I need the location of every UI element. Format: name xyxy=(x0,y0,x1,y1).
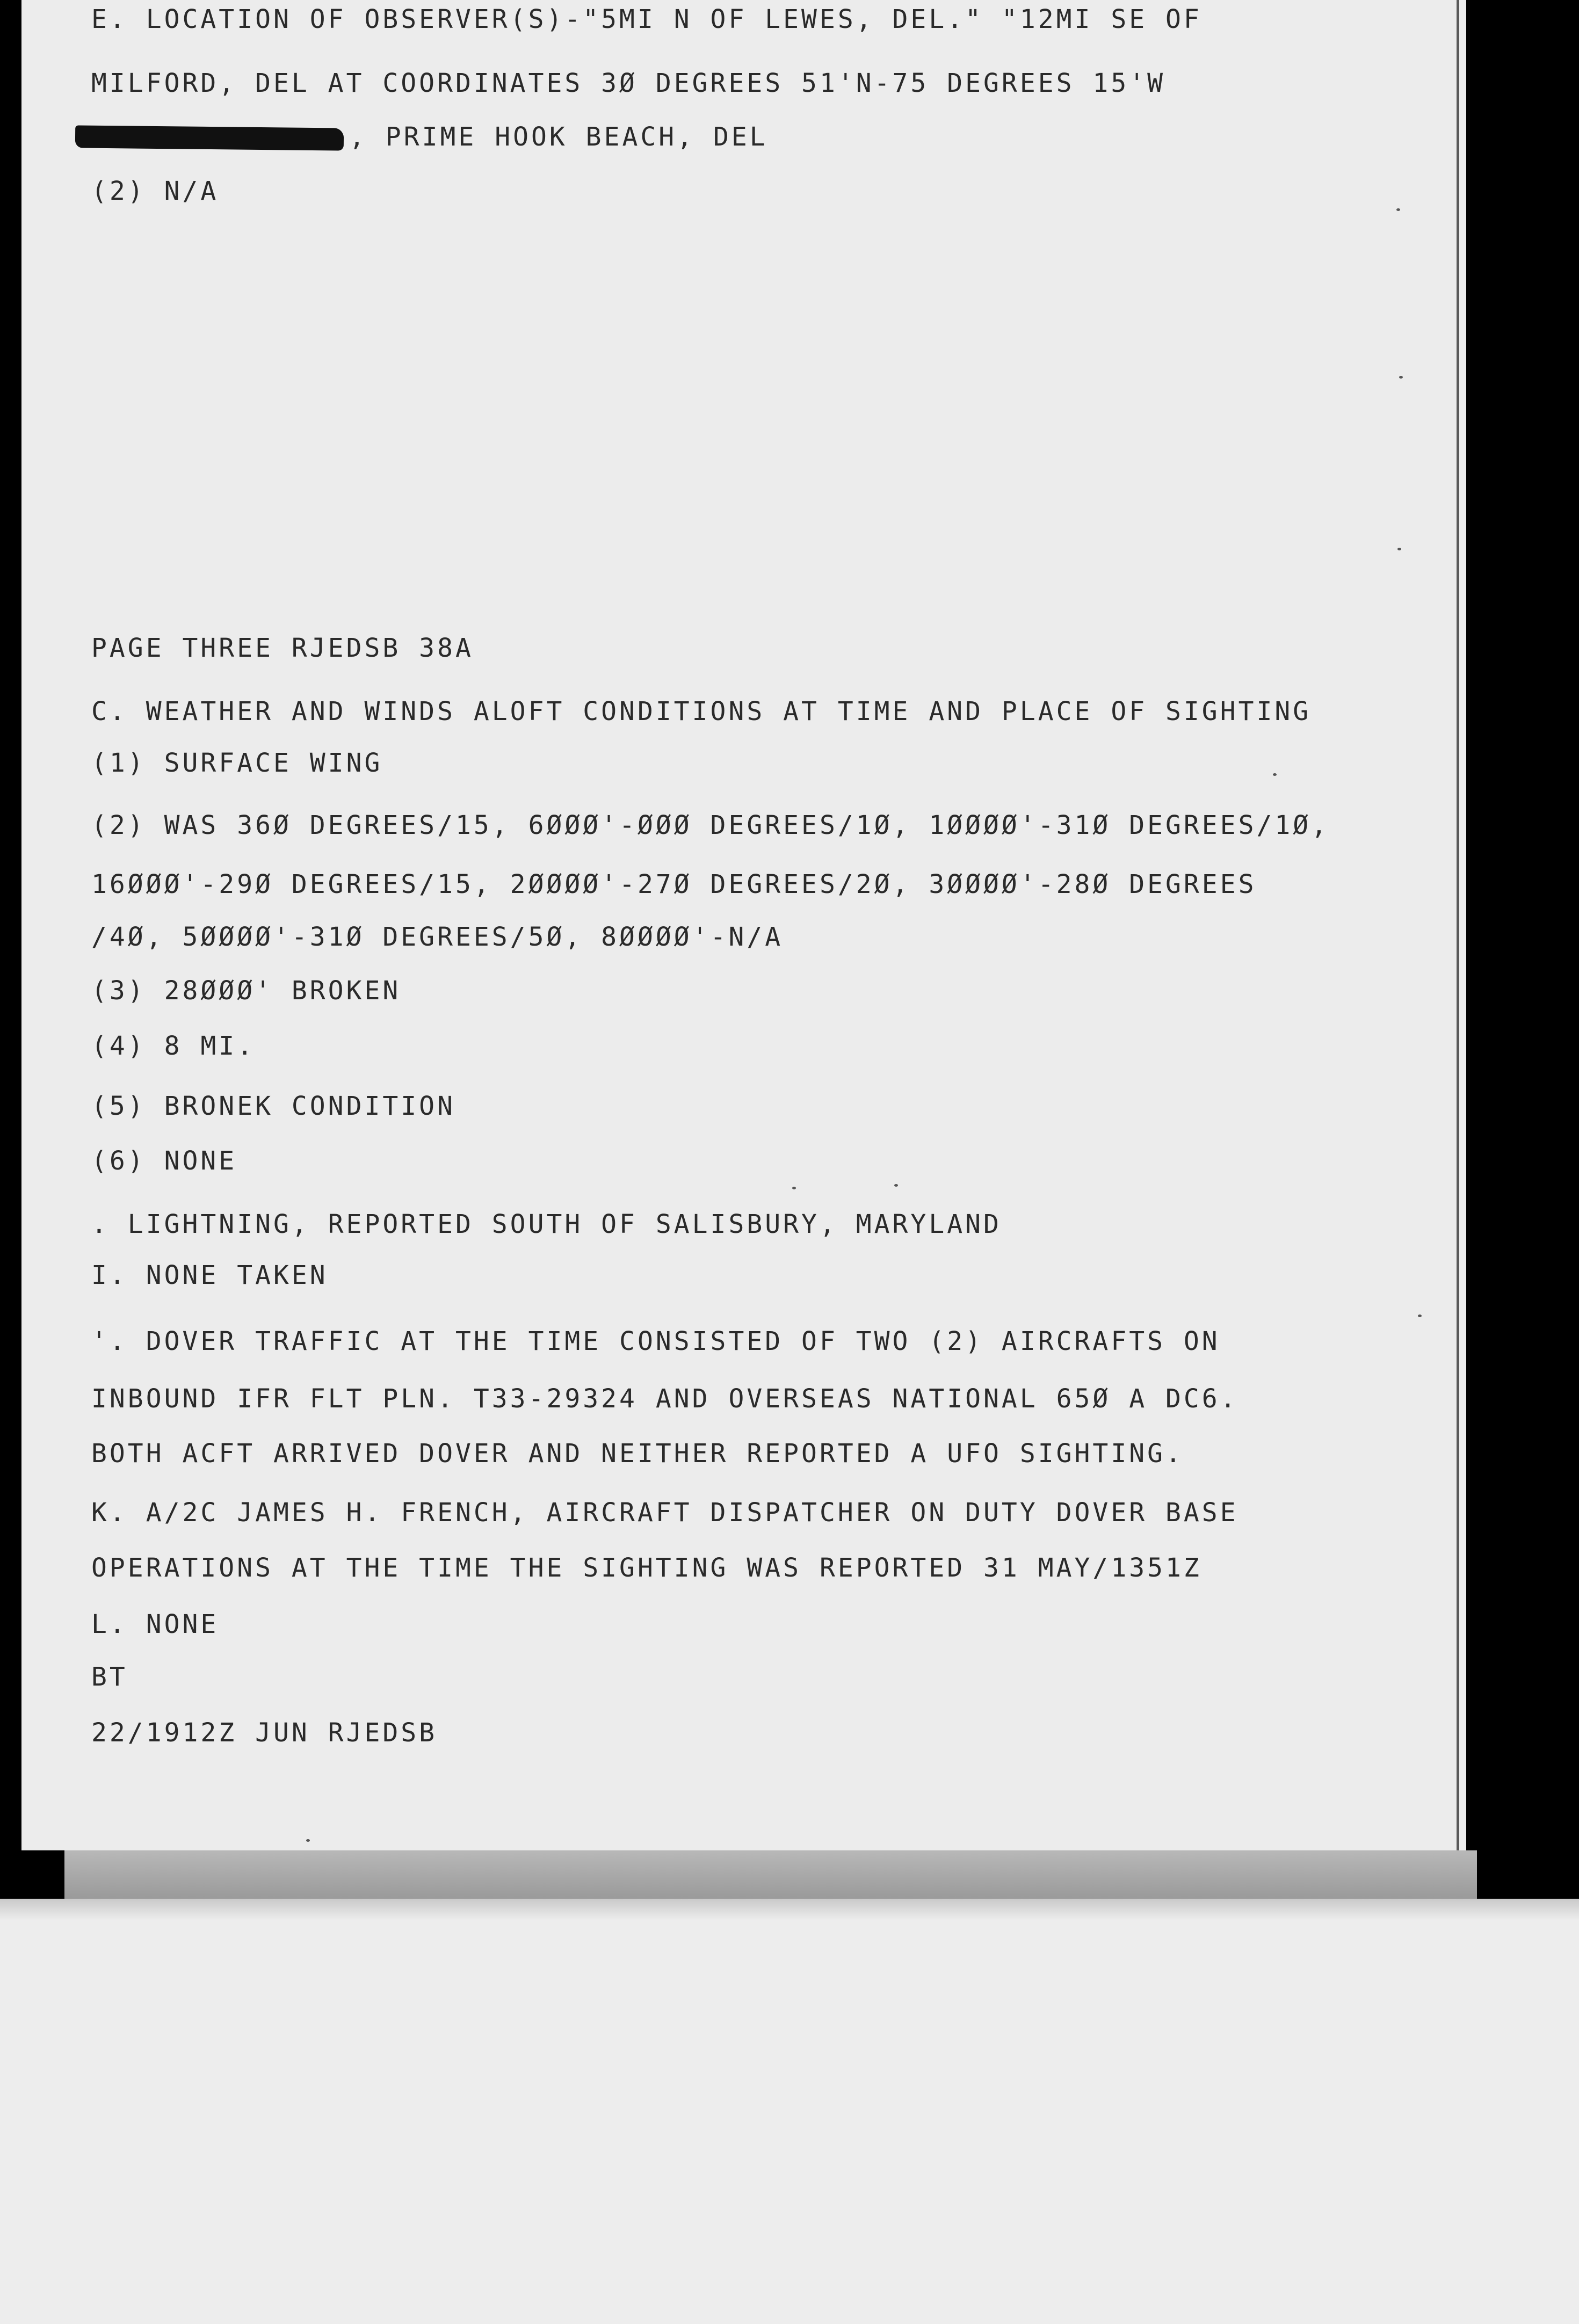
surface-wind-line: (1) SURFACE WING xyxy=(91,748,383,778)
winds-aloft-line-3: /4Ø, 5ØØØØ'-31Ø DEGREES/5Ø, 8ØØØØ'-N/A xyxy=(91,922,784,952)
scan-background-band xyxy=(0,1899,1579,2324)
page-edge-rule xyxy=(1457,0,1459,1850)
observer-location-line-3: , PRIME HOOK BEACH, DEL xyxy=(349,122,768,152)
visibility-line: (4) 8 MI. xyxy=(91,1031,256,1061)
ceiling-line: (3) 28ØØØ' BROKEN xyxy=(91,976,401,1006)
lightning-line: . LIGHTNING, REPORTED SOUTH OF SALISBURY, MARYLAND xyxy=(91,1209,1002,1239)
observer-location-line-1: E. LOCATION OF OBSERVER(S)-"5MI N OF LEWES, DEL." "12MI SE OF xyxy=(91,4,1202,34)
preparer-line-2: OPERATIONS AT THE TIME THE SIGHTING WAS REPORTED 31 MAY/1351Z xyxy=(91,1553,1202,1583)
winds-aloft-line-2: 16ØØØ'-29Ø DEGREES/15, 2ØØØØ'-27Ø DEGREES/2Ø, 3ØØØØ'-28Ø DEGREES xyxy=(91,869,1257,899)
date-time-group: 22/1912Z JUN RJEDSB xyxy=(91,1718,438,1748)
redaction-mark xyxy=(75,125,344,150)
comments-line: L. NONE xyxy=(91,1609,219,1639)
observer-location-line-2: MILFORD, DEL AT COORDINATES 3Ø DEGREES 51'N-75 DEGREES 15'W xyxy=(91,68,1166,98)
scan-speck xyxy=(306,1839,310,1842)
underlying-sheet-shadow xyxy=(64,1850,1477,1899)
cloud-cover-line: (5) BRONEK CONDITION xyxy=(91,1091,455,1121)
traffic-line-2: INBOUND IFR FLT PLN. T33-29324 AND OVERSEAS NATIONAL 65Ø A DC6. xyxy=(91,1384,1238,1414)
scan-speck xyxy=(1396,208,1400,211)
preparer-line-1: K. A/2C JAMES H. FRENCH, AIRCRAFT DISPATCHER ON DUTY DOVER BASE xyxy=(91,1498,1238,1528)
scan-speck xyxy=(1399,376,1403,379)
traffic-line-1: '. DOVER TRAFFIC AT THE TIME CONSISTED OF TWO (2) AIRCRAFTS ON xyxy=(91,1326,1220,1356)
item-2-na: (2) N/A xyxy=(91,176,219,206)
break-marker: BT xyxy=(91,1662,128,1692)
traffic-line-3: BOTH ACFT ARRIVED DOVER AND NEITHER REPORTED A UFO SIGHTING. xyxy=(91,1439,1184,1469)
winds-aloft-line-1: (2) WAS 36Ø DEGREES/15, 6ØØØ'-ØØØ DEGREES/1Ø, 1ØØØØ'-31Ø DEGREES/1Ø, xyxy=(91,810,1330,840)
thunderstorms-line: (6) NONE xyxy=(91,1146,237,1176)
scan-speck xyxy=(894,1184,898,1187)
weather-heading: C. WEATHER AND WINDS ALOFT CONDITIONS AT TIME AND PLACE OF SIGHTING xyxy=(91,696,1312,727)
action-taken-line: I. NONE TAKEN xyxy=(91,1260,328,1290)
scan-speck xyxy=(1418,1314,1422,1317)
page-header: PAGE THREE RJEDSB 38A xyxy=(91,633,474,663)
scan-speck xyxy=(1397,548,1401,550)
scan-speck xyxy=(1273,773,1277,776)
scan-band-shadow xyxy=(0,1899,1579,1920)
scan-speck xyxy=(792,1187,796,1189)
